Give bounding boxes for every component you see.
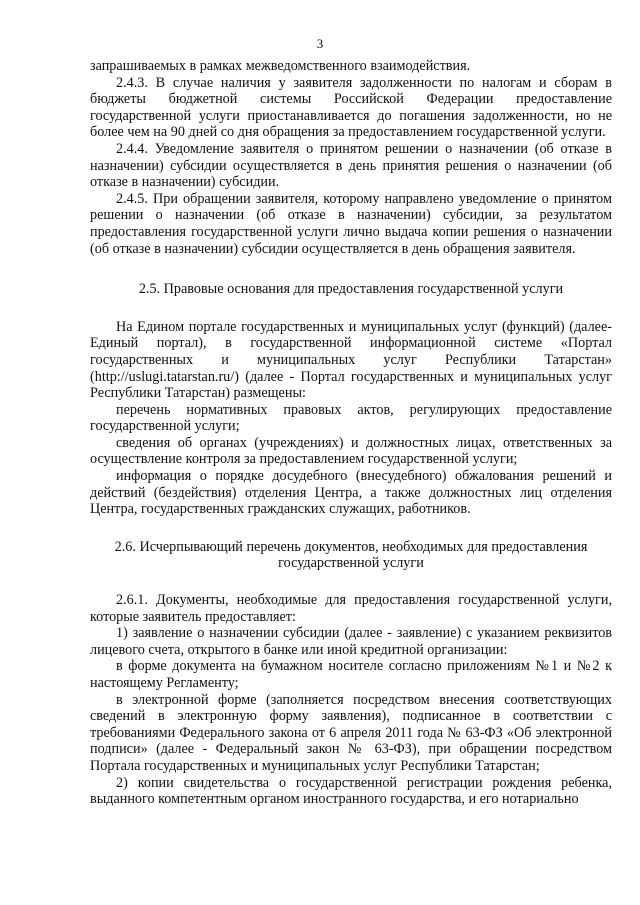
paragraph-2-4-4: 2.4.4. Уведомление заявителя о принятом решении о назначении (об отказе в назначении) субсидии осуществляется в день принятия решения о назначении (об отказе в назначении) субсидии. — [90, 140, 612, 191]
paragraph-2-6-1-item-1: 1) заявление о назначении субсидии (далее - заявление) с указанием реквизитов лицевого счета, открытого в банке или иной кредитной организации: — [90, 625, 612, 658]
section-heading-2-6-line2: государственной услуги — [278, 555, 424, 572]
document-body — [90, 58, 612, 808]
section-heading-2-6-line1: 2.6. Исчерпывающий перечень документов, необходимых для предоставления — [114, 538, 588, 555]
paragraph-2-4-5: 2.4.5. При обращении заявителя, которому направлено уведомление о принятом решении о назначении (об отказе в назначении) субсидии, за результатом предоставления государственной услуги лично выдача копии решения о назначении (об отказе в назначении) субсидии осуществляется в день обращения заявителя. — [90, 190, 612, 257]
paragraph-carryover: запрашиваемых в рамках межведомственного взаимодействия. — [90, 58, 471, 74]
page-number: 3 — [316, 36, 324, 51]
paragraph-2-5-item-acts: перечень нормативных правовых актов, регулирующих предоставление государственной услуги; — [90, 401, 612, 435]
paragraph-2-6-1-item-1-electronic: в электронной форме (заполняется посредством внесения соответствующих сведений в электронную форму заявления), подписанное в соответствии с требованиями Федерального закона от 6 апреля 2011 года № 63-ФЗ «Об электронной подписи» (далее - Федеральный закон № 63-ФЗ), при обращении посредством Портала государственных и муниципальных услуг Республики Татарстан; — [90, 691, 612, 774]
section-heading-2-5: 2.5. Правовые основания для предоставления государственной услуги — [138, 281, 564, 298]
paragraph-2-6-1: 2.6.1. Документы, необходимые для предоставления государственной услуги, которые заявитель предоставляет: — [90, 592, 612, 625]
paragraph-2-5-intro: На Едином портале государственных и муниципальных услуг (функций) (далее- Единый портал), в государственной информационной системе «Портал государственных и муниципальных услуг Республики Татарстан» (http://uslugi.tatarstan.ru/) (далее - Портал государственных и муниципальных услуг Республики Татарстан) размещены: — [90, 318, 612, 402]
paragraph-2-6-1-item-2: 2) копии свидетельства о государственной регистрации рождения ребенка, выданного компетентным органом иностранного государства, и его нотариально — [90, 774, 612, 808]
paragraph-2-4-3: 2.4.3. В случае наличия у заявителя задолженности по налогам и сборам в бюджеты бюджетной системы Российской Федерации предоставление государственной услуги приостанавливается до погашения задолженности, но не более чем на 90 дней со дня обращения за предоставлением государственной услуги. — [90, 74, 612, 141]
paragraph-2-5-item-appeal: информация о порядке досудебного (внесудебного) обжалования решений и действий (бездействия) отделения Центра, а также должностных лиц отделения Центра, государственных гражданских служащих, работников. — [90, 468, 612, 518]
paragraph-2-5-item-officials: сведения об органах (учреждениях) и должностных лицах, ответственных за осуществление контроля за предоставлением государственной услуги; — [90, 434, 612, 468]
section-heading-2-6 — [90, 539, 612, 572]
paragraph-2-6-1-item-1-paper: в форме документа на бумажном носителе согласно приложениям №1 и №2 к настоящему Регламенту; — [90, 658, 612, 691]
